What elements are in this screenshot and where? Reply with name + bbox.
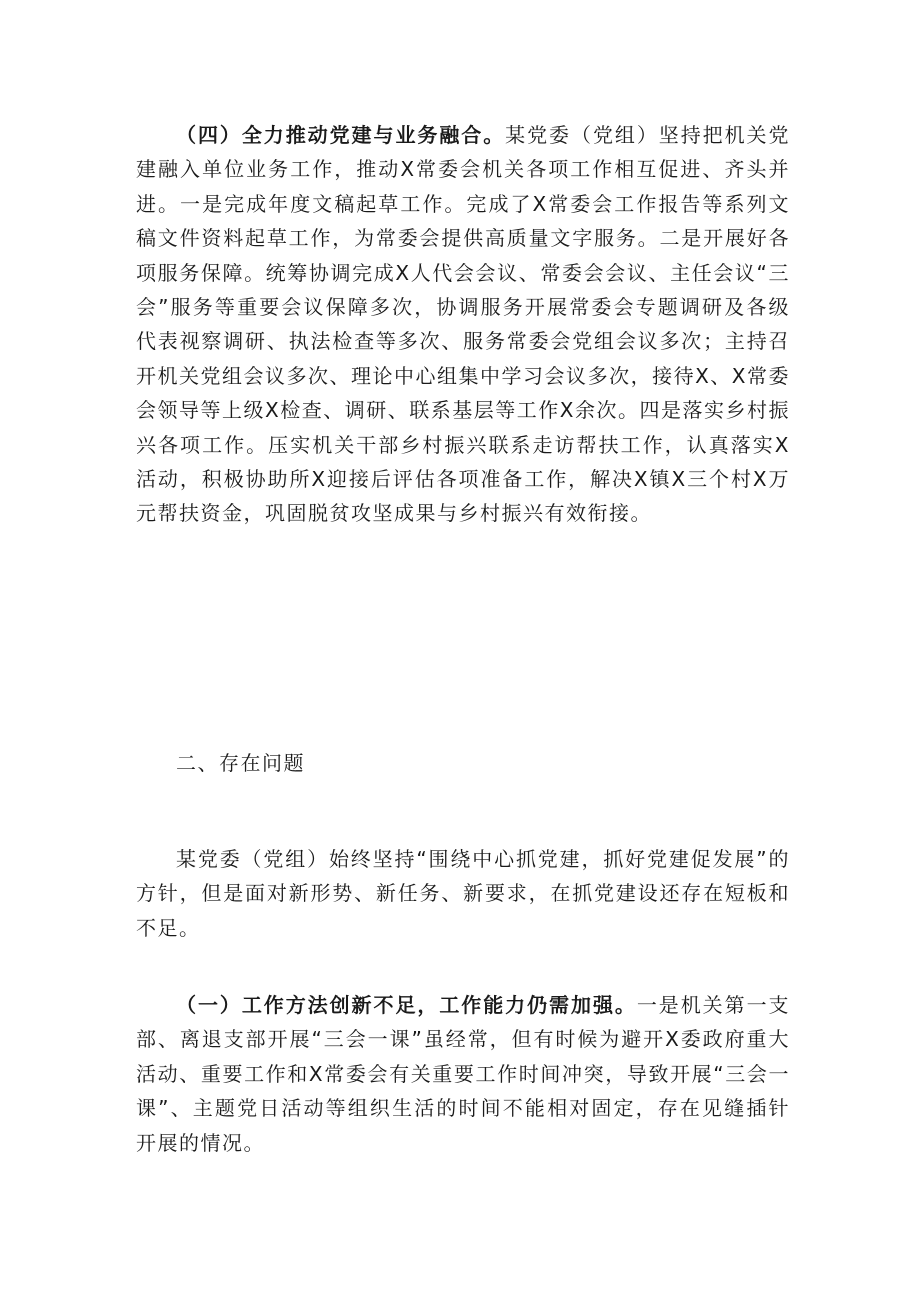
problems-intro-paragraph: [136, 842, 790, 945]
problem1-paragraph: [136, 988, 790, 1160]
heading-text: 二、存在问题: [176, 751, 305, 775]
section-heading-problems: [136, 746, 790, 780]
section4-lead: （四）全力推动党建与业务融合。: [176, 123, 506, 147]
problem1-lead: （一）工作方法创新不足，工作能力仍需加强。: [176, 993, 637, 1017]
intro-text: 某党委（党组）始终坚持“围绕中心抓党建，抓好党建促发展”的方针，但是面对新形势、新任务、新要求，在抓党建设还存在短板和不足。: [136, 847, 790, 940]
problem1-body: 一是机关第一支部、离退支部开展“三会一课”虽经常，但有时候为避开X委政府重大活动、重要工作和X常委会有关重要工作时间冲突，导致开展“三会一课”、主题党日活动等组织生活的时间不能相对固定，存在见缝插针开展的情况。: [136, 993, 791, 1155]
section4-body: 某党委（党组）坚持把机关党建融入单位业务工作，推动X常委会机关各项工作相互促进、齐头并进。一是完成年度文稿起草工作。完成了X常委会工作报告等系列文稿文件资料起草工作，为常委会提供高质量文字服务。二是开展好各项服务保障。统筹协调完成X人代会会议、常委会会议、主任会议“三会”服务等重要会议保障多次，协调服务开展常委会专题调研及各级代表视察调研、执法检查等多次、服务常委会党组会议多次；主持召开机关党组会议多次、理论中心组集中学习会议多次，接待X、X常委会领导等上级X检查、调研、联系基层等工作X余次。四是落实乡村振兴各项工作。压实机关干部乡村振兴联系走访帮扶工作，认真落实X活动，积极协助所X迎接后评估各项准备工作，解决X镇X三个村X万元帮扶资金，巩固脱贫攻坚成果与乡村振兴有效衔接。: [136, 123, 791, 526]
section4-paragraph: [136, 118, 790, 531]
